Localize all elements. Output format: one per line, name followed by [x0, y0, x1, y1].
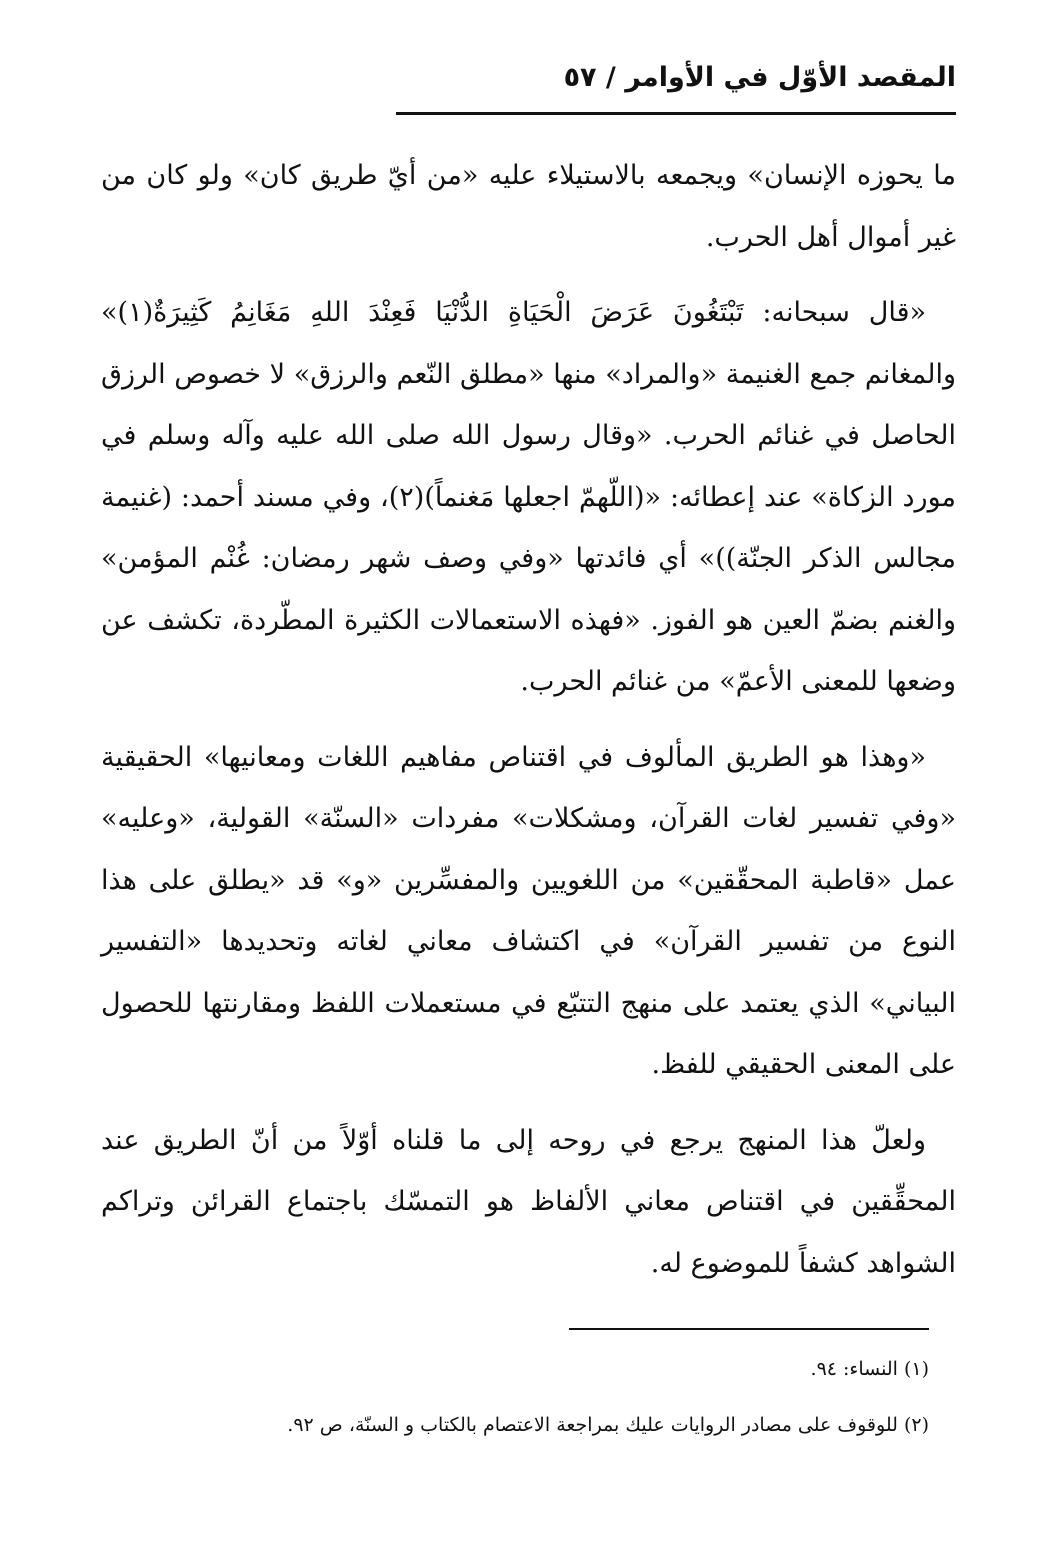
paragraph	[101, 282, 956, 713]
paragraph-text: ما يحوزه الإنسان» ويجمعه بالاستيلاء عليه «من أيّ طريق كان» ولو كان من غير أموال أهل الحرب.	[101, 160, 956, 253]
header-divider	[396, 112, 956, 115]
paragraph	[101, 1110, 956, 1295]
paragraph-text: «قال سبحانه: تَبْتَغُونَ عَرَضَ الْحَيَاةِ الدُّنْيَا فَعِنْدَ اللهِ مَغَانِمُ كَثِيرَةٌ(١)» والمغانم جمع الغنيمة «والمراد» منها «مطلق النّعم والرزق» لا خصوص الرزق الحاصل في غنائم الحرب. «وقال رسول الله صلى الله عليه وآله وسلم في مورد الزكاة» عند إعطائه: «(اللّهمّ اجعلها مَغنماً)(٢)، وفي مسند أحمد: (غنيمة مجالس الذكر الجنّة))» أي فائدتها «وفي وصف شهر رمضان: غُنْم المؤمن» والغنم بضمّ العين هو الفوز. «فهذه الاستعمالات الكثيرة المطّردة، تكشف عن وضعها للمعنى الأعمّ» من غنائم الحرب.	[101, 297, 957, 697]
body-text	[101, 145, 956, 1308]
paragraph-text: «وهذا هو الطريق المألوف في اقتناص مفاهيم اللغات ومعانيها» الحقيقية «وفي تفسير لغات القرآن، ومشكلات» مفردات «السنّة» القولية، «وعليه» عمل «قاطبة المحقّقين» من اللغويين والمفسِّرين «و» قد «يطلق على هذا النوع من تفسير القرآن» في اكتشاف معاني لغاته وتحديدها «التفسير البياني» الذي يعتمد على منهج التتبّع في مستعملات اللفظ ومقارنتها للحصول على المعنى الحقيقي للفظ.	[101, 741, 956, 1080]
running-header: المقصد الأوّل في الأوامر / ٥٧	[563, 62, 956, 93]
footnote: (٢) للوقوف على مصادر الروايات عليك بمراجعة الاعتصام بالكتاب و السنّة، ص ٩٢.	[287, 1414, 929, 1436]
footnotes	[99, 1355, 929, 1467]
footnote: (١) النساء: ٩٤.	[810, 1358, 929, 1380]
footnote-divider	[569, 1328, 929, 1330]
paragraph-text: ولعلّ هذا المنهج يرجع في روحه إلى ما قلناه أوّلاً من أنّ الطريق عند المحقِّقين في اقتناص معاني الألفاظ هو التمسّك باجتماع القرائن وتراكم الشواهد كشفاً للموضوع له.	[101, 1124, 956, 1279]
paragraph	[101, 727, 956, 1096]
paragraph	[101, 145, 956, 268]
